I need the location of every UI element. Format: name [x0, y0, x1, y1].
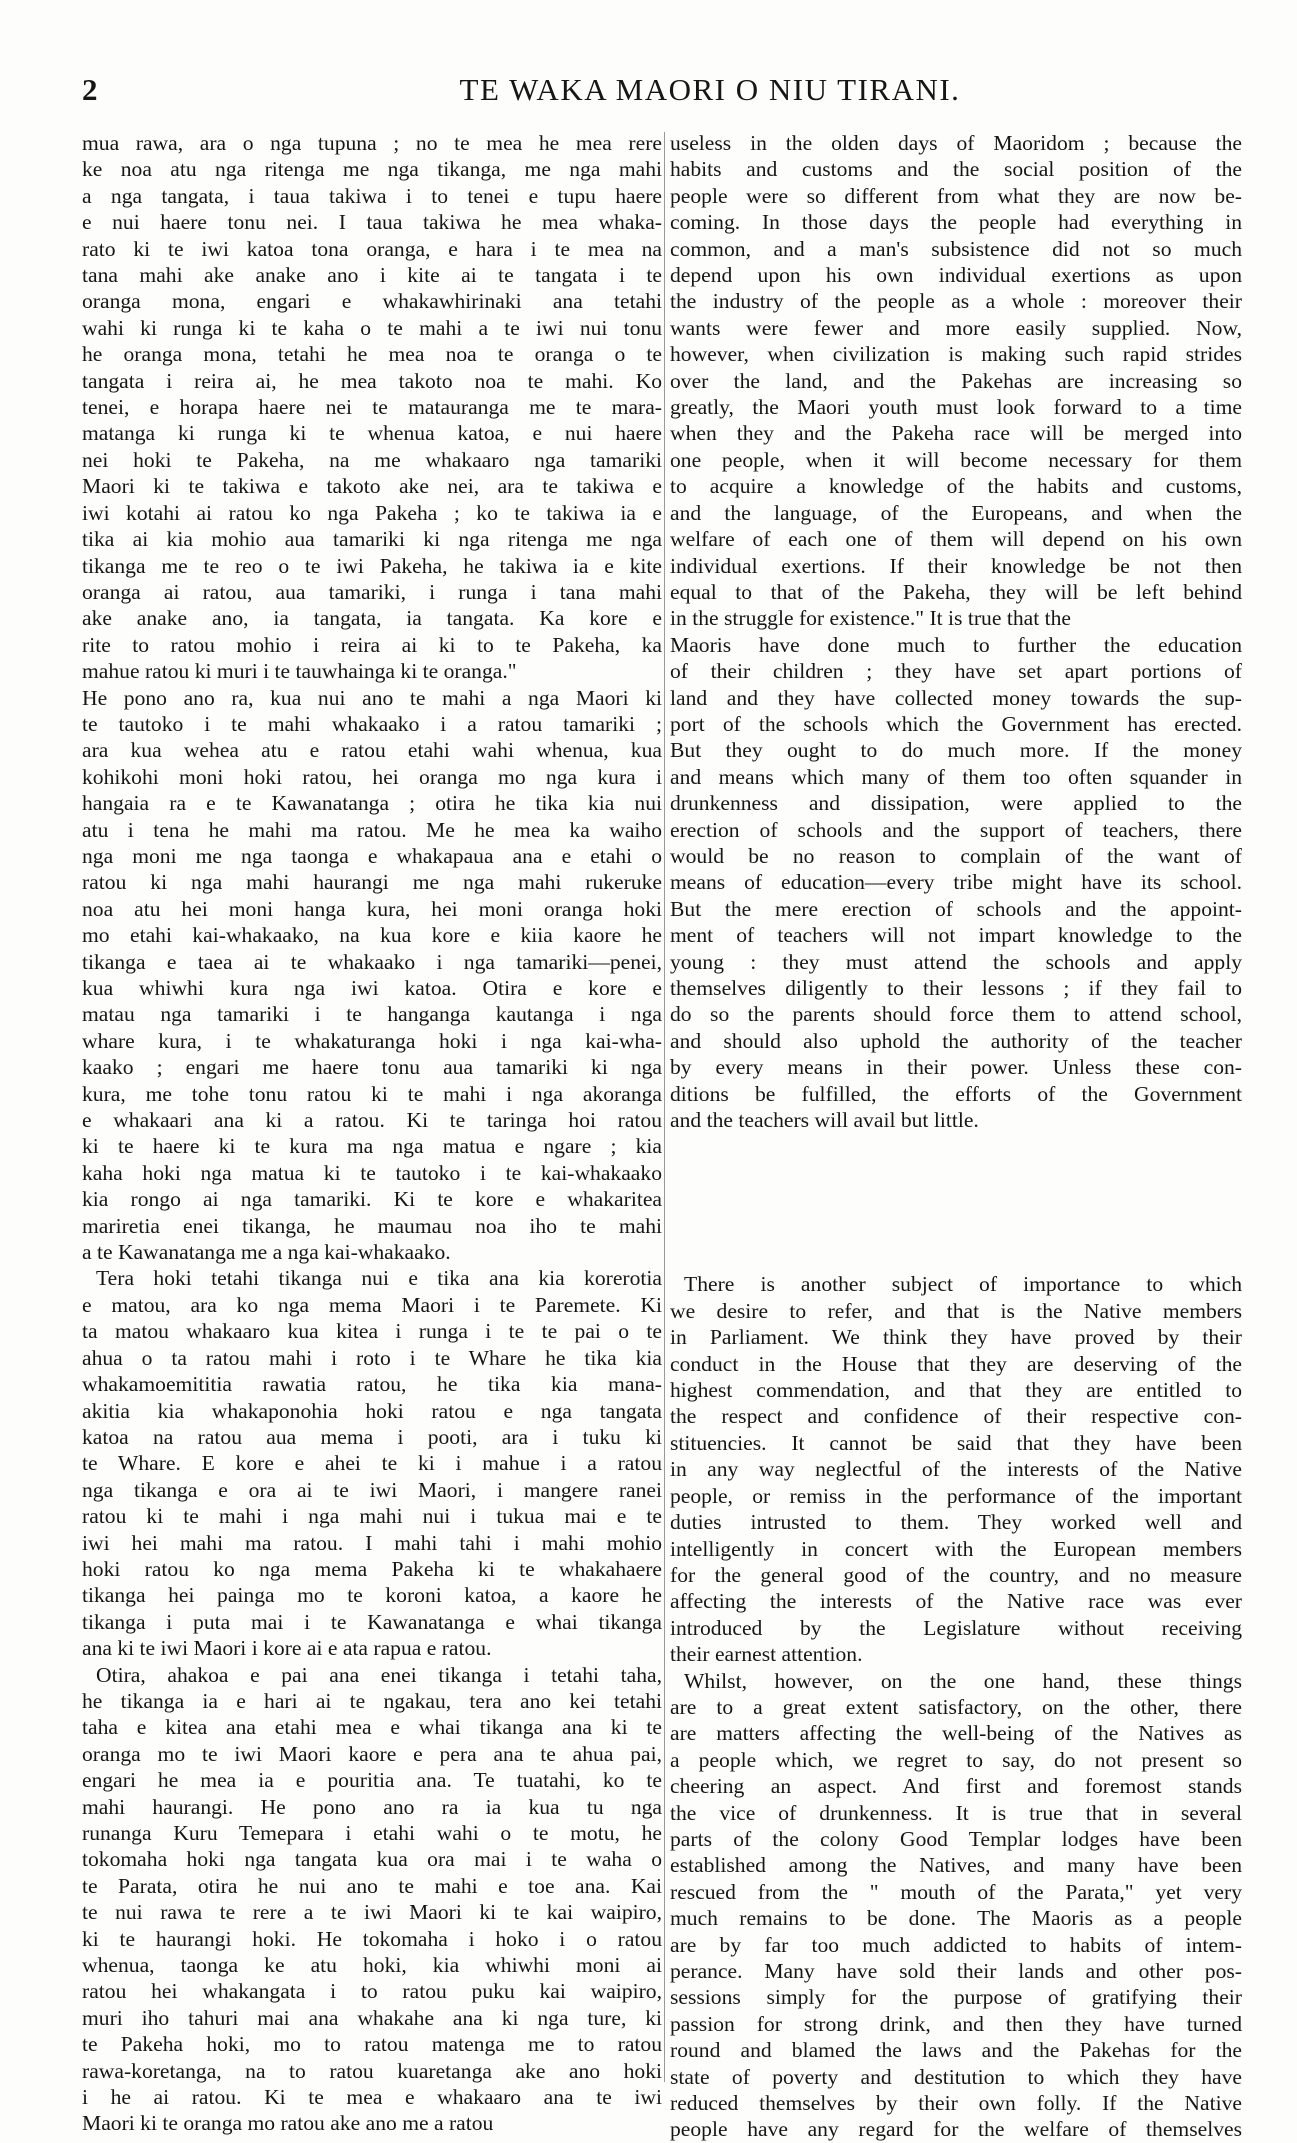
- text-line: rite to ratou mohio i reira ai ki to te Pakeha, ka: [82, 632, 662, 657]
- text-line: Tera hoki tetahi tikanga nui e tika ana kia korerotia: [96, 1266, 662, 1291]
- text-line: kaha hoki nga matua ki te tautoko i te kai-whakaako: [82, 1160, 662, 1185]
- text-line: ki te haere ki te kura ma nga matua e ngare ; kia: [82, 1134, 662, 1159]
- text-line: e whakaari ana ki a ratou. Ki te taringa hoi ratou: [82, 1108, 662, 1133]
- right-column-english-text: [670, 130, 1242, 2143]
- text-line: however, when civilization is making such rapid strides: [670, 342, 1242, 367]
- text-line: the respect and confidence of their respective con-: [670, 1404, 1242, 1429]
- text-line: kura, me tohe tonu ratou ki te mahi i nga akoranga: [82, 1081, 662, 1106]
- column-gap: [670, 1133, 1242, 1271]
- text-line: tikanga hei painga mo te koroni katoa, a kaore he: [82, 1583, 662, 1608]
- page-number: 2: [82, 72, 98, 107]
- text-line: the vice of drunkenness. It is true that in several: [670, 1800, 1242, 1825]
- text-line: erection of schools and the support of teachers, there: [670, 817, 1242, 842]
- text-line: nga moni me nga taonga e whakapaua ana e etahi o: [82, 843, 662, 868]
- text-line: intelligently in concert with the European members: [670, 1536, 1242, 1561]
- text-line: and should also uphold the authority of the teacher: [670, 1028, 1242, 1053]
- text-line: mua rawa, ara o nga tupuna ; no te mea he mea rere: [82, 131, 662, 155]
- text-line: introduced by the Legislature without receiving: [670, 1615, 1242, 1640]
- text-line: welfare of each one of them will depend on his own: [670, 527, 1242, 552]
- text-line: round and blamed the laws and the Pakehas for the: [670, 2038, 1242, 2063]
- text-line: land and they have collected money towards the sup-: [670, 685, 1242, 710]
- left-column-maori-text: [82, 130, 662, 2137]
- text-line: iwi hei mahi ma ratou. I mahi tahi i mahi mohio: [82, 1530, 662, 1555]
- text-line: oranga ai ratou, aua tamariki, i runga i tana mahi: [82, 579, 662, 604]
- text-line: tangata i reira ai, he mea takoto noa te mahi. Ko: [82, 368, 662, 393]
- text-line: by every means in their power. Unless these con-: [670, 1055, 1242, 1080]
- text-line: akitia kia whakaponohia hoki ratou e nga tangata: [82, 1398, 662, 1423]
- text-line: But they ought to do much more. If the money: [670, 738, 1242, 763]
- text-line: we desire to refer, and that is the Native members: [670, 1298, 1242, 1323]
- text-line: parts of the colony Good Templar lodges have been: [670, 1826, 1242, 1851]
- text-line: individual exertions. If their knowledge be not then: [670, 553, 1242, 578]
- text-line: of their children ; they have set apart portions of: [670, 659, 1242, 684]
- text-line: te nui rawa te rere a te iwi Maori ki te kai waipiro,: [82, 1900, 662, 1925]
- text-line: tika ai kia mohio aua tamariki ki nga ritenga me nga: [82, 527, 662, 552]
- text-line: and means which many of them too often squander in: [670, 764, 1242, 789]
- text-line: affecting the interests of the Native race was ever: [670, 1589, 1242, 1614]
- text-line: oranga mona, engari e whakawhirinaki ana tetahi: [82, 289, 662, 314]
- text-line: i he ai ratou. Ki te mea e whakaaro ana te iwi: [82, 2085, 662, 2110]
- text-line: a te Kawanatanga me a nga kai-whakaako.: [82, 1240, 451, 1265]
- text-line: whare kura, i te whakaturanga hoki i nga kai-wha-: [82, 1028, 662, 1053]
- text-line: tenei, e horapa haere nei te matauranga me te mara-: [82, 395, 662, 420]
- text-line: state of poverty and destitution to which they have: [670, 2064, 1242, 2089]
- text-line: greatly, the Maori youth must look forward to a time: [670, 395, 1242, 420]
- text-line: tokomaha hoki nga tangata kua ora mai i te waha o: [82, 1847, 662, 1872]
- text-line: iwi kotahi ai ratou ko nga Pakeha ; ko te takiwa ia e: [82, 500, 662, 525]
- text-line: rawa-koretanga, na to ratou kuaretanga ake ano hoki: [82, 2058, 662, 2083]
- text-line: engari he mea ia e pouritia ana. Te tuatahi, ko te: [82, 1768, 662, 1793]
- text-line: kia rongo ai nga tamariki. Ki te kore e whakaritea: [82, 1187, 662, 1212]
- text-line: one people, when it will become necessary for them: [670, 447, 1242, 472]
- text-line: in Parliament. We think they have proved by their: [670, 1325, 1242, 1350]
- text-line: atu i tena he mahi ma ratou. Me he mea ka waiho: [82, 817, 662, 842]
- text-line: he tikanga ia e hari ai te ngakau, tera ano kei tetahi: [82, 1688, 662, 1713]
- text-line: Whilst, however, on the one hand, these things: [684, 1668, 1242, 1693]
- text-line: the industry of the people as a whole : moreover their: [670, 289, 1242, 314]
- text-line: established among the Natives, and many have been: [670, 1853, 1242, 1878]
- text-line: runanga Kuru Temepara i etahi wahi o te motu, he: [82, 1821, 662, 1845]
- text-line: matanga ki runga ki te whenua katoa, e nui haere: [82, 421, 662, 446]
- text-line: ment of teachers will not impart knowledge to the: [670, 923, 1242, 948]
- text-line: ratou ki te mahi i nga mahi nui i tukua mai e te: [82, 1504, 662, 1529]
- text-line: ki te haurangi hoki. He tokomaha i hoko i o ratou: [82, 1926, 662, 1951]
- column-divider: [664, 132, 665, 2082]
- text-line: katoa na ratou aua mema i pooti, ara i tuku ki: [82, 1424, 662, 1449]
- text-line: are matters affecting the well-being of the Natives as: [670, 1721, 1242, 1746]
- text-line: e matou, ara ko nga mema Maori i te Paremete. Ki: [82, 1292, 662, 1317]
- text-line: tana mahi ake anake ano i kite ai te tangata i te: [82, 263, 662, 288]
- text-line: wants were fewer and more easily supplied. Now,: [670, 315, 1242, 340]
- text-line: te Parata, otira he nui ano te mahi e toe ana. Kai: [82, 1873, 662, 1898]
- text-line: people were so different from what they are now be-: [670, 183, 1242, 208]
- text-line: highest commendation, and that they are entitled to: [670, 1378, 1242, 1403]
- text-line: mahi haurangi. He pono ano ra ia kua tu nga: [82, 1794, 662, 1819]
- text-line: port of the schools which the Government has erected.: [670, 711, 1242, 736]
- text-line: young : they must attend the schools and apply: [670, 949, 1242, 974]
- text-line: passion for strong drink, and then they have turned: [670, 2011, 1242, 2036]
- text-line: are to a great extent satisfactory, on the other, there: [670, 1694, 1242, 1719]
- text-line: Maori ki te takiwa e takoto ake nei, ara te takiwa e: [82, 474, 662, 499]
- text-line: There is another subject of importance to which: [684, 1272, 1242, 1297]
- text-line: perance. Many have sold their lands and other pos-: [670, 1959, 1242, 1983]
- text-line: cheering an aspect. And first and foremost stands: [670, 1774, 1242, 1799]
- text-line: ara kua wehea atu e ratou etahi wahi whenua, kua: [82, 738, 662, 763]
- text-line: ahua o ta ratou mahi i roto i te Whare he tika kia: [82, 1345, 662, 1370]
- text-line: noa atu hei moni hanga kura, hei moni oranga hoki: [82, 896, 662, 921]
- text-line: te Pakeha hoki, mo to ratou matenga me to ratou: [82, 2032, 662, 2057]
- text-line: conduct in the House that they are deserving of the: [670, 1351, 1242, 1376]
- text-line: ditions be fulfilled, the efforts of the Government: [670, 1081, 1242, 1106]
- text-line: But the mere erection of schools and the appoint-: [670, 896, 1242, 921]
- text-line: themselves diligently to their lessons ; if they fail to: [670, 976, 1242, 1000]
- text-line: whenua, taonga ke atu hoki, kia whiwhi moni ai: [82, 1953, 662, 1978]
- text-line: hoki ratou ko nga mema Pakeha ki te whakahaere: [82, 1556, 662, 1581]
- text-line: Maori ki te oranga mo ratou ake ano me a ratou: [82, 2111, 494, 2136]
- text-line: their earnest attention.: [670, 1642, 863, 1667]
- text-line: for the general good of the country, and no measure: [670, 1562, 1242, 1587]
- text-line: a people which, we regret to say, do not present so: [670, 1747, 1242, 1772]
- page-title: TE WAKA MAORI O NIU TIRANI.: [459, 72, 961, 107]
- text-line: means of education—every tribe might have its school.: [670, 870, 1242, 895]
- text-line: wahi ki runga ki te kaha o te mahi a te iwi nui tonu: [82, 315, 662, 340]
- text-line: nei hoki te Pakeha, na me whakaaro nga tamariki: [82, 447, 662, 472]
- text-line: and the teachers will avail but little.: [670, 1108, 979, 1133]
- text-line: rato ki te iwi katoa tona oranga, e hara i te mea na: [82, 236, 662, 261]
- text-line: Otira, ahakoa e pai ana enei tikanga i tetahi taha,: [96, 1662, 662, 1687]
- text-line: when they and the Pakeha race will be merged into: [670, 421, 1242, 446]
- text-line: over the land, and the Pakehas are increasing so: [670, 368, 1242, 393]
- text-line: matau nga tamariki i te hanganga kautanga i nga: [82, 1002, 662, 1027]
- text-line: ana ki te iwi Maori i kore ai e ata rapua e ratou.: [82, 1636, 492, 1661]
- text-line: te Whare. E kore e ahei te ki i mahue i a ratou: [82, 1451, 662, 1476]
- text-line: te tautoko i te mahi whakaako i a ratou tamariki ;: [82, 711, 662, 736]
- text-line: ke noa atu nga ritenga me nga tikanga, me nga mahi: [82, 157, 662, 182]
- text-line: ratou ki nga mahi haurangi me nga mahi rukeruke: [82, 870, 662, 895]
- text-line: he oranga mona, tetahi he mea noa te oranga o te: [82, 342, 662, 367]
- text-line: useless in the olden days of Maoridom ; because the: [670, 131, 1242, 155]
- text-line: He pono ano ra, kua nui ano te mahi a nga Maori ki: [82, 685, 662, 710]
- text-line: ake anake ano, ia tangata, ia tangata. Ka kore e: [82, 606, 662, 631]
- text-line: mo etahi kai-whakaako, na kua kore e kiia kaore he: [82, 923, 662, 948]
- text-line: in any way neglectful of the interests of the Native: [670, 1457, 1242, 1482]
- text-line: hangaia ra e te Kawanatanga ; otira he tika kia nui: [82, 791, 662, 816]
- text-line: mahue ratou ki muri i te tauwhainga ki te oranga.": [82, 659, 517, 684]
- text-line: rescued from the " mouth of the Parata," yet very: [670, 1879, 1242, 1904]
- text-line: coming. In those days the people had everything in: [670, 210, 1242, 235]
- text-line: tikanga i puta mai i te Kawanatanga e whai tikanga: [82, 1609, 662, 1634]
- text-line: kua whiwhi kura nga iwi katoa. Otira e kore e: [82, 976, 662, 1000]
- text-line: equal to that of the Pakeha, they will be left behind: [670, 579, 1242, 604]
- text-line: ratou hei whakangata i to ratou puku kai waipiro,: [82, 1979, 662, 2004]
- text-line: a nga tangata, i taua takiwa i to tenei e tupu haere: [82, 183, 662, 208]
- text-line: are by far too much addicted to habits of intem-: [670, 1932, 1242, 1957]
- text-line: depend upon his own individual exertions as upon: [670, 263, 1242, 288]
- text-line: kohikohi moni hoki ratou, hei oranga mo nga kura i: [82, 764, 662, 789]
- text-line: drunkenness and dissipation, were applied to the: [670, 791, 1242, 816]
- text-line: to acquire a knowledge of the habits and customs,: [670, 474, 1242, 499]
- text-line: tikanga e taea ai te whakaako i nga tamariki—penei,: [82, 949, 662, 974]
- text-line: muri iho tahuri mai ana whakahe ana ki nga ture, ki: [82, 2005, 662, 2030]
- text-line: people have any regard for the welfare of themselves: [670, 2117, 1242, 2142]
- text-line: much remains to be done. The Maoris as a people: [670, 1906, 1242, 1931]
- text-line: Maoris have done much to further the education: [670, 632, 1242, 657]
- text-line: tikanga me te reo o te iwi Pakeha, he takiwa ia e kite: [82, 553, 662, 578]
- text-line: people, or remiss in the performance of the important: [670, 1483, 1242, 1508]
- text-line: nga tikanga e ora ai te iwi Maori, i mangere ranei: [82, 1477, 662, 1502]
- text-line: do so the parents should force them to attend school,: [670, 1002, 1242, 1027]
- text-line: common, and a man's subsistence did not so much: [670, 236, 1242, 261]
- text-line: habits and customs and the social position of the: [670, 157, 1242, 182]
- text-line: e nui haere tonu nei. I taua takiwa he mea whaka-: [82, 210, 662, 235]
- text-line: whakamoemititia rawatia ratou, he tika kia mana-: [82, 1372, 662, 1397]
- text-line: mariretia enei tikanga, he maumau noa iho te mahi: [82, 1213, 662, 1238]
- text-line: reduced themselves by their own folly. If the Native: [670, 2091, 1242, 2116]
- text-line: stituencies. It cannot be said that they have been: [670, 1430, 1242, 1455]
- text-line: kaako ; engari me haere tonu aua tamariki ki nga: [82, 1055, 662, 1080]
- text-line: and the language, of the Europeans, and when the: [670, 500, 1242, 525]
- text-line: sessions simply for the purpose of gratifying their: [670, 1985, 1242, 2010]
- text-line: oranga mo te iwi Maori kaore e pera ana te ahua pai,: [82, 1741, 662, 1766]
- text-line: in the struggle for existence." It is true that the: [670, 606, 1071, 631]
- text-line: taha e kitea ana etahi mea e whai tikanga ana ki te: [82, 1715, 662, 1740]
- text-line: ta matou whakaaro kua kitea i runga i te te pai o te: [82, 1319, 662, 1344]
- text-line: would be no reason to complain of the want of: [670, 843, 1242, 868]
- text-line: duties intrusted to them. They worked well and: [670, 1510, 1242, 1535]
